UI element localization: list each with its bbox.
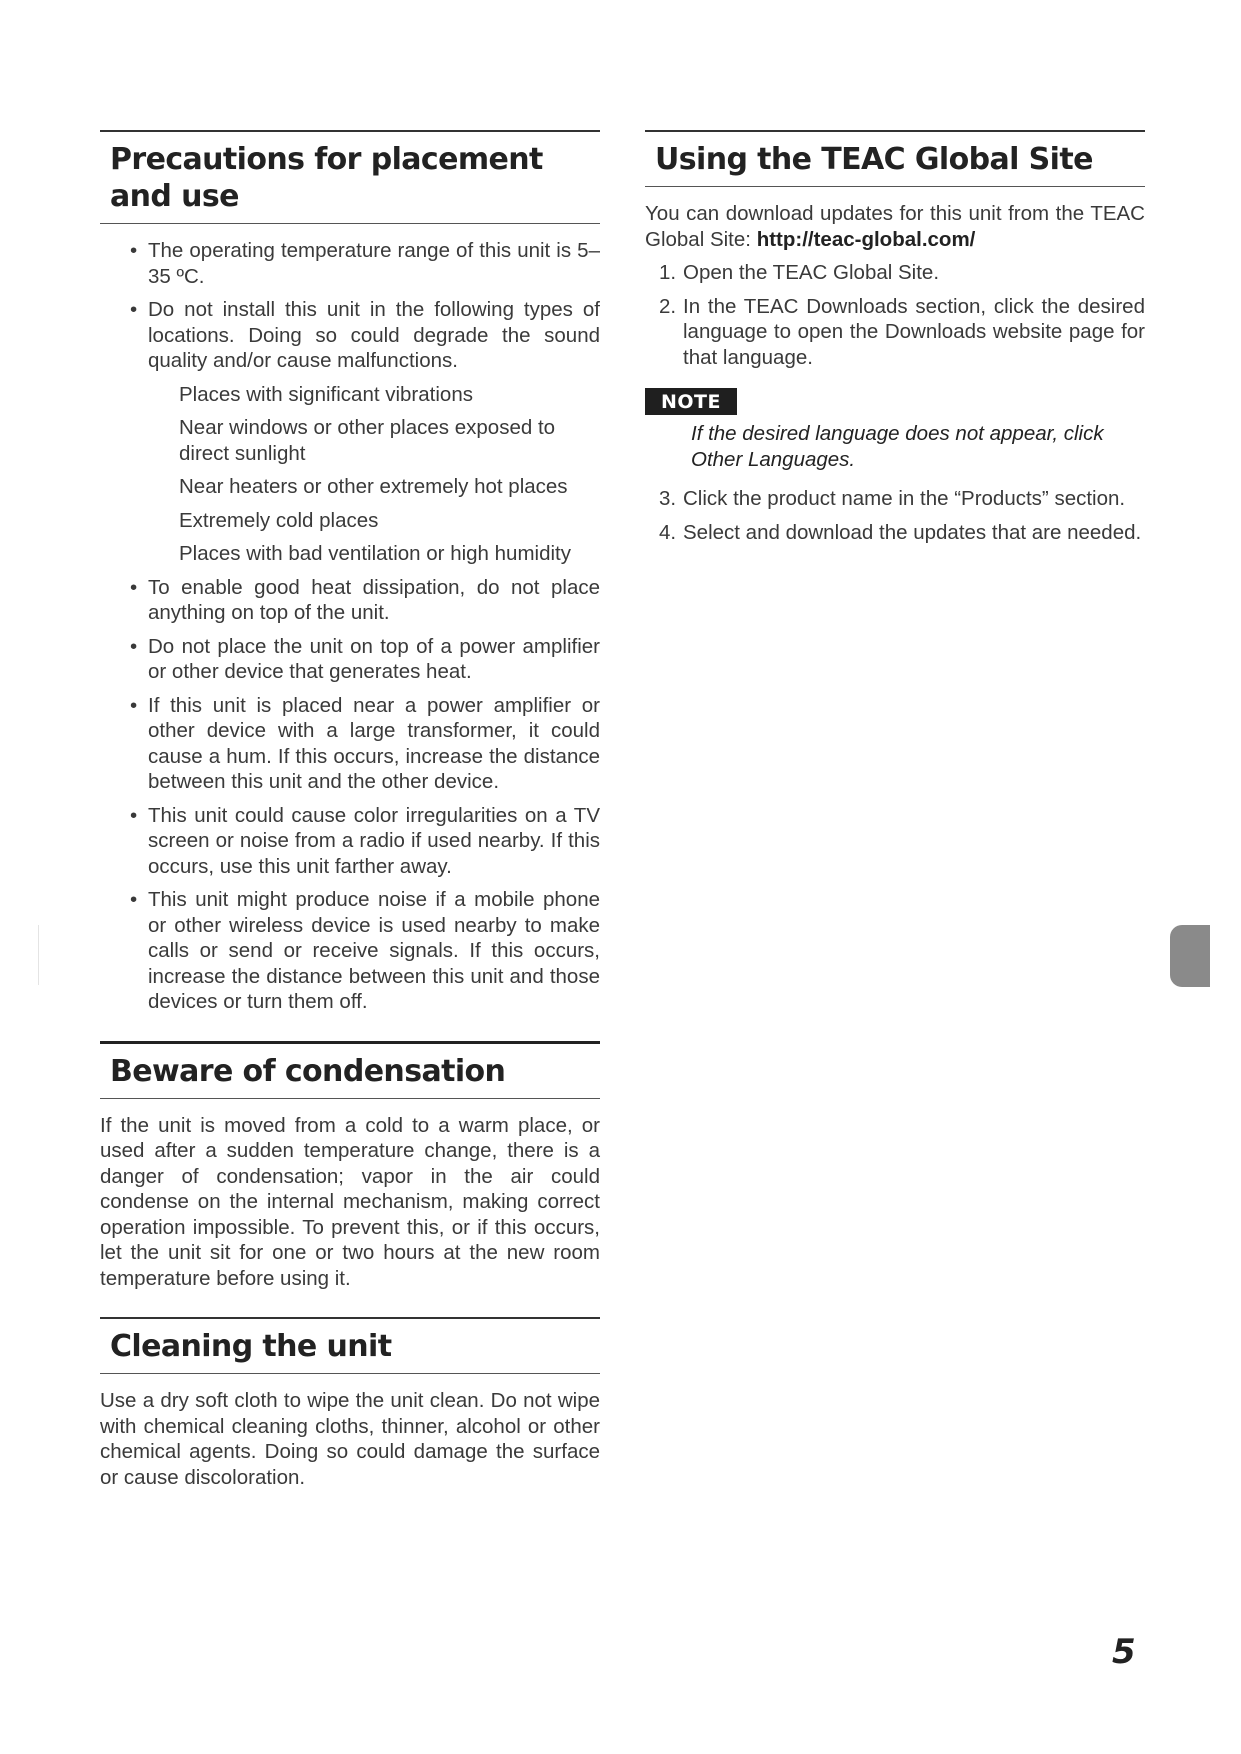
precaution-item (100, 575, 600, 626)
step-number: 4. (659, 520, 677, 544)
location-item: Places with bad ventilation or high humidity (179, 542, 571, 565)
precautions-body (100, 224, 600, 1015)
condensation-heading-box (100, 1041, 600, 1099)
teac-global-link[interactable]: http://teac-global.com/ (756, 227, 976, 251)
precaution-text: This unit might produce noise if a mobile phone or other wireless device is used nearby to make calls or send or receive signals. If this occurs, increase the distance between this unit and those devices or turn them off. (148, 888, 600, 1013)
global-site-heading-box (645, 130, 1145, 187)
page-number: 5 (1112, 1632, 1136, 1672)
global-site-body (645, 187, 1145, 545)
global-site-steps (645, 260, 1145, 370)
step-item (645, 486, 1145, 512)
note-label: NOTE (645, 388, 737, 415)
step-number: 3. (659, 487, 677, 510)
global-site-heading: Using the TEAC Global Site (655, 142, 1093, 177)
precaution-text: Do not place the unit on top of a power amplifier or other device that generates heat. (148, 634, 600, 683)
condensation-text: If the unit is moved from a cold to a warm place, or used after a sudden temperature change, there is a danger of condensation; vapor in the air could condense on the internal mechanism, making correct operation impossible. To prevent this, or if this occurs, let the unit sit for one or two hours at the new room temperature before using it. (100, 1113, 600, 1290)
right-column (645, 130, 1145, 571)
global-site-steps-continued (645, 486, 1145, 545)
precaution-text: To enable good heat dissipation, do not place anything on top of the unit. (148, 575, 600, 624)
precaution-item (100, 693, 600, 795)
precautions-heading: Precautions for placement and use (110, 142, 543, 214)
location-item: Near heaters or other extremely hot places (179, 475, 568, 498)
precautions-list (100, 238, 600, 374)
bullet-symbol: • (130, 888, 138, 911)
precautions-section (100, 130, 600, 1015)
step-item (645, 520, 1145, 546)
precaution-text: Do not install this unit in the following types of locations. Doing so could degrade the sound quality and/or cause malfunctions. (148, 298, 600, 372)
precaution-item (100, 238, 600, 289)
section-side-tab (1170, 925, 1210, 987)
precaution-text: The operating temperature range of this unit is 5–35 ºC. (148, 239, 600, 288)
precaution-text: If this unit is placed near a power amplifier or other device with a large transformer, it could cause a hum. If this occurs, increase the distance between this unit and the other device. (148, 693, 600, 793)
cleaning-section (100, 1317, 600, 1490)
step-number: 2. (659, 294, 677, 318)
margin-mark (38, 925, 39, 985)
bullet-symbol: • (130, 298, 138, 321)
step-text: Open the TEAC Global Site. (683, 261, 940, 284)
step-item (645, 260, 1145, 286)
bullet-symbol: • (130, 239, 138, 262)
precaution-item (100, 634, 600, 685)
global-site-intro (645, 201, 1145, 252)
location-item: Near windows or other places exposed to direct sunlight (179, 416, 556, 465)
cleaning-body (100, 1374, 600, 1490)
cleaning-heading: Cleaning the unit (110, 1329, 392, 1364)
condensation-body (100, 1099, 600, 1292)
location-item: Extremely cold places (179, 508, 379, 532)
note-text: If the desired language does not appear, click Other Languages. (691, 422, 1104, 471)
left-column (100, 130, 600, 1516)
step-text: Select and download the updates that are needed. (683, 520, 1142, 544)
precaution-item (100, 803, 600, 880)
condensation-section (100, 1041, 600, 1292)
precautions-list-continued (100, 575, 600, 1015)
step-text: In the TEAC Downloads section, click the desired language to open the Downloads website page for that language. (683, 294, 1145, 369)
bullet-symbol: • (130, 575, 138, 599)
global-site-section (645, 130, 1145, 545)
precaution-text: This unit could cause color irregularities on a TV screen or noise from a radio if used nearby. If this occurs, use this unit farther away. (148, 803, 600, 878)
bullet-symbol: • (130, 693, 138, 717)
condensation-heading: Beware of condensation (110, 1053, 506, 1089)
global-site-intro-text: You can download updates for this unit from the TEAC Global Site: (645, 202, 1145, 251)
step-item (645, 294, 1145, 371)
step-number: 1. (659, 261, 677, 284)
bullet-symbol: • (130, 803, 138, 827)
location-item: Places with significant vibrations (179, 382, 473, 406)
precautions-heading-box (100, 130, 600, 224)
cleaning-text: Use a dry soft cloth to wipe the unit clean. Do not wipe with chemical cleaning cloths, thinner, alcohol or other chemical agents. Doing so could damage the surface or cause discoloration. (100, 1389, 600, 1489)
cleaning-heading-box (100, 1317, 600, 1374)
bullet-symbol: • (130, 634, 138, 658)
step-text: Click the product name in the “Products” section. (683, 487, 1126, 510)
precaution-item (100, 887, 600, 1015)
locations-list (100, 382, 600, 567)
precaution-item (100, 297, 600, 374)
